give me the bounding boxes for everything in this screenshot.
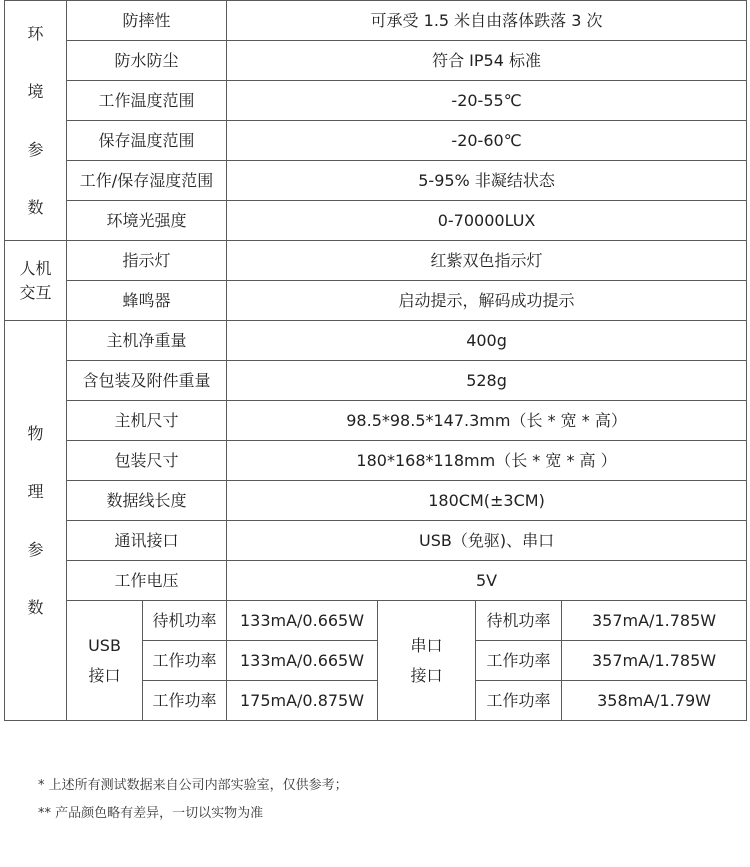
power-mode: 工作功率 <box>143 641 227 681</box>
footnote: * 上述所有测试数据来自公司内部实验室，仅供参考； <box>38 778 348 793</box>
spec-value: 可承受 1.5 米自由落体跌落 3 次 <box>227 1 747 41</box>
spec-label: 工作电压 <box>67 561 227 601</box>
power-mode: 待机功率 <box>476 601 562 641</box>
table-row <box>5 41 747 81</box>
spec-table <box>4 0 747 721</box>
spec-value: 符合 IP54 标准 <box>227 41 747 81</box>
table-row <box>5 321 747 361</box>
table-row <box>5 441 747 481</box>
power-value: 357mA/1.785W <box>562 641 747 681</box>
table-row <box>5 81 747 121</box>
spec-label: 包装尺寸 <box>67 441 227 481</box>
spec-label: 防摔性 <box>67 1 227 41</box>
table-row <box>5 481 747 521</box>
spec-value: 红紫双色指示灯 <box>227 241 747 281</box>
category-physical: 物 理 参 数 <box>5 321 67 721</box>
spec-label: 蜂鸣器 <box>67 281 227 321</box>
spec-value: 98.5*98.5*147.3mm（长 * 宽 * 高） <box>227 401 747 441</box>
spec-value: 启动提示，解码成功提示 <box>227 281 747 321</box>
spec-value: 180CM(±3CM) <box>227 481 747 521</box>
power-value: 175mA/0.875W <box>227 681 378 721</box>
table-row <box>5 601 747 641</box>
power-value: 358mA/1.79W <box>562 681 747 721</box>
spec-label: 保存温度范围 <box>67 121 227 161</box>
spec-value: -20-60℃ <box>227 121 747 161</box>
spec-label: 通讯接口 <box>67 521 227 561</box>
spec-value: USB（免驱)、串口 <box>227 521 747 561</box>
power-value: 133mA/0.665W <box>227 601 378 641</box>
category-environment: 环 境 参 数 <box>5 1 67 241</box>
power-value: 357mA/1.785W <box>562 601 747 641</box>
spec-value: 180*168*118mm（长 * 宽 * 高 ） <box>227 441 747 481</box>
spec-value: 0-70000LUX <box>227 201 747 241</box>
category-hmi: 人机 交互 <box>5 241 67 321</box>
spec-value: -20-55℃ <box>227 81 747 121</box>
spec-value: 400g <box>227 321 747 361</box>
table-row <box>5 561 747 601</box>
footnotes <box>38 775 348 831</box>
power-mode: 待机功率 <box>143 601 227 641</box>
table-row <box>5 401 747 441</box>
power-mode: 工作功率 <box>143 681 227 721</box>
power-mode: 工作功率 <box>476 681 562 721</box>
table-row <box>5 201 747 241</box>
spec-label: 数据线长度 <box>67 481 227 521</box>
table-row <box>5 161 747 201</box>
spec-label: 防水防尘 <box>67 41 227 81</box>
table-row <box>5 521 747 561</box>
table-row <box>5 361 747 401</box>
spec-label: 含包装及附件重量 <box>67 361 227 401</box>
serial-interface-label: 串口 接口 <box>378 601 476 721</box>
spec-label: 主机净重量 <box>67 321 227 361</box>
usb-interface-label: USB 接口 <box>67 601 143 721</box>
spec-label: 工作/保存湿度范围 <box>67 161 227 201</box>
spec-value: 5V <box>227 561 747 601</box>
spec-label: 环境光强度 <box>67 201 227 241</box>
spec-label: 指示灯 <box>67 241 227 281</box>
table-row <box>5 1 747 41</box>
table-row <box>5 121 747 161</box>
power-value: 133mA/0.665W <box>227 641 378 681</box>
spec-value: 528g <box>227 361 747 401</box>
spec-value: 5-95% 非凝结状态 <box>227 161 747 201</box>
table-row <box>5 241 747 281</box>
spec-label: 主机尺寸 <box>67 401 227 441</box>
footnote: ** 产品颜色略有差异，一切以实物为准 <box>38 806 264 821</box>
table-row <box>5 281 747 321</box>
power-mode: 工作功率 <box>476 641 562 681</box>
spec-label: 工作温度范围 <box>67 81 227 121</box>
